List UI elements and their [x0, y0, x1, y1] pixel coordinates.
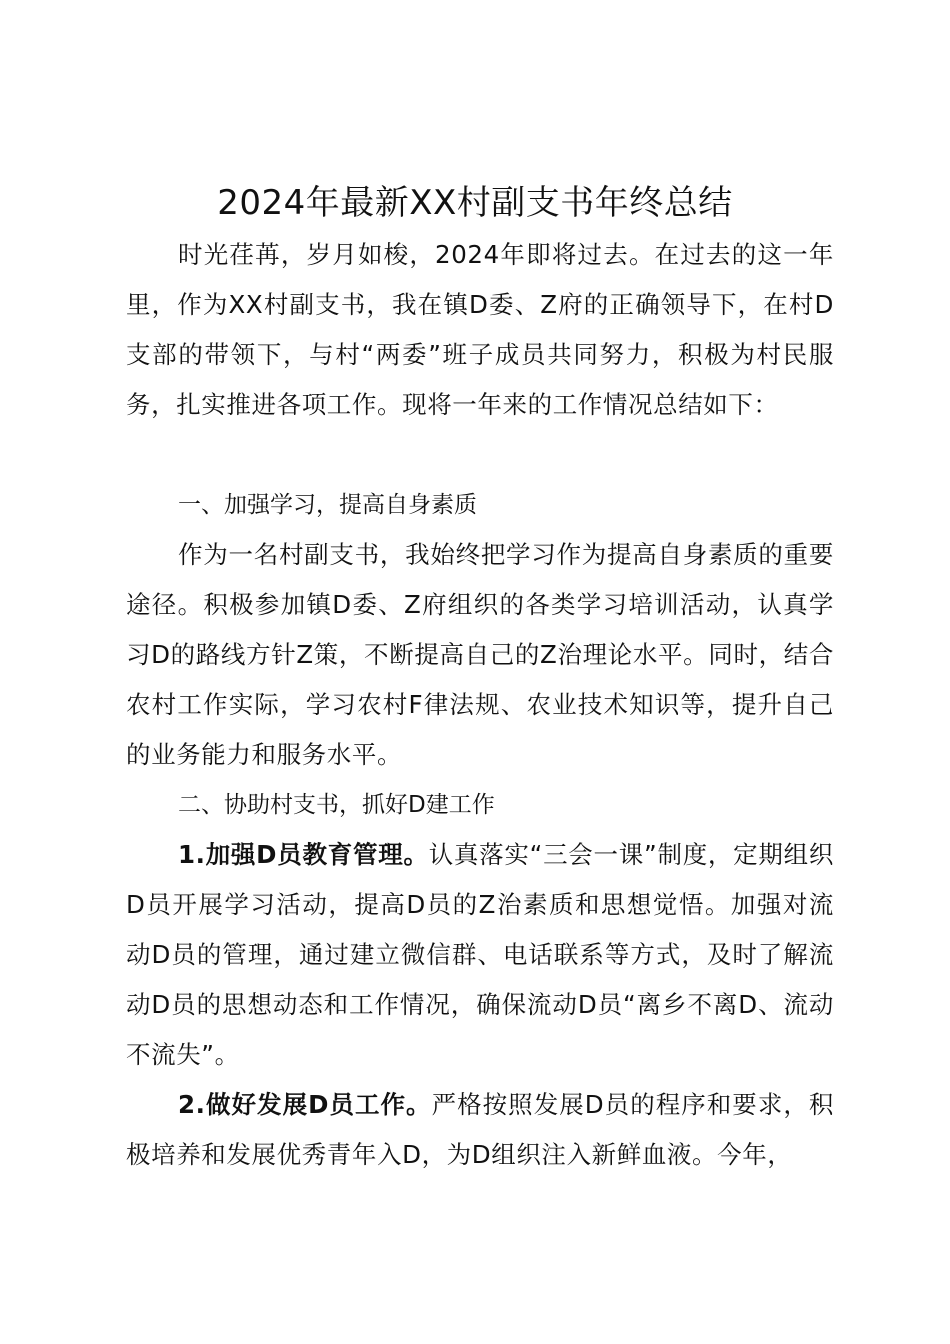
item-1-lead: 1.加强D员教育管理。: [178, 840, 429, 869]
item-1-paragraph: [126, 830, 834, 1080]
item-2-lead: 2.做好发展D员工作。: [178, 1090, 432, 1119]
item-2-body: 严格按照发展D员的程序和要求，积极培养和发展优秀青年入D，为D组织注入新鲜血液。今年，: [126, 1090, 834, 1169]
section-heading-2: 二、协助村支书，抓好D建工作: [178, 792, 495, 818]
item-1-body: 认真落实“三会一课”制度，定期组织D员开展学习活动，提高D员的Z治素质和思想觉悟。加强对流动D员的管理，通过建立微信群、电话联系等方式，及时了解流动D员的思想动态和工作情况，确保流动D员“离乡不离D、流动不流失”。: [126, 840, 834, 1069]
item-2-paragraph: [126, 1080, 834, 1180]
section-1-paragraph: 作为一名村副支书，我始终把学习作为提高自身素质的重要途径。积极参加镇D委、Z府组织的各类学习培训活动，认真学习D的路线方针Z策，不断提高自己的Z治理论水平。同时，结合农村工作实际，学习农村F律法规、农业技术知识等，提升自己的业务能力和服务水平。: [126, 540, 834, 769]
intro-paragraph: 时光荏苒，岁月如梭，2024年即将过去。在过去的这一年里，作为XX村副支书，我在镇D委、Z府的正确领导下，在村D支部的带领下，与村“两委”班子成员共同努力，积极为村民服务，扎实推进各项工作。现将一年来的工作情况总结如下：: [126, 240, 834, 419]
document-title: 2024年最新XX村副支书年终总结: [217, 183, 733, 223]
section-heading-1: 一、加强学习，提高自身素质: [178, 492, 477, 518]
